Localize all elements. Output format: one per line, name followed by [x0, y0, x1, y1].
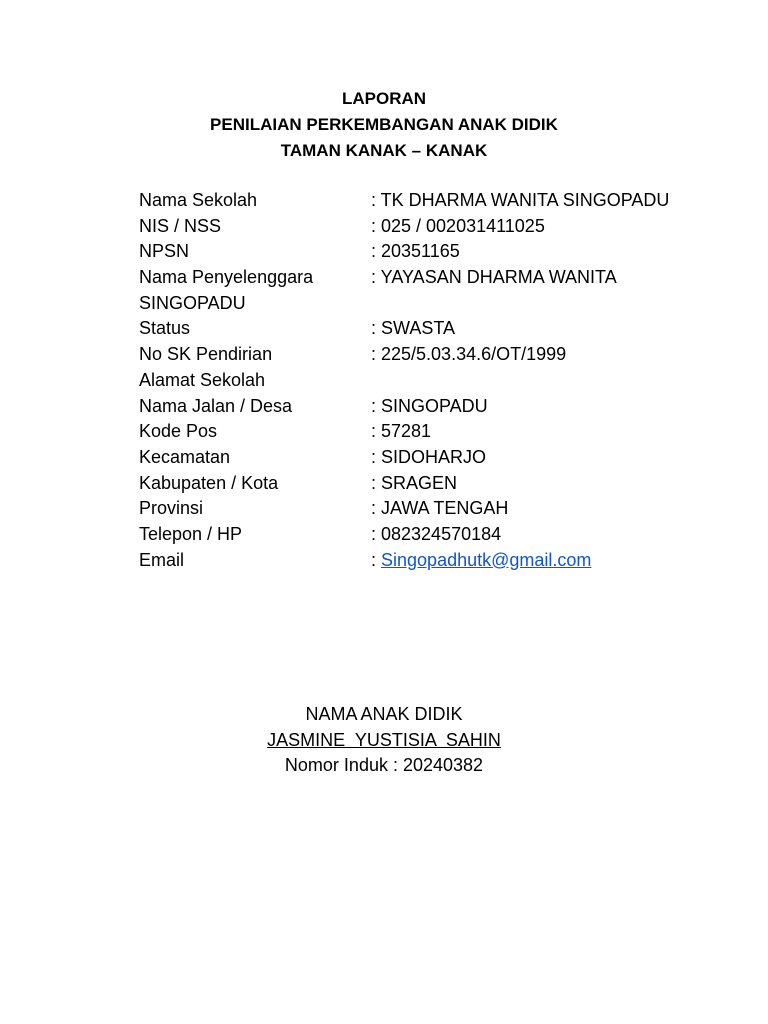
row-kecamatan — [139, 445, 739, 471]
value-penyelenggara: : YAYASAN DHARMA WANITA — [371, 267, 617, 288]
value-jalan-desa: : SINGOPADU — [371, 395, 488, 416]
school-info — [139, 188, 739, 573]
report-heading — [0, 86, 768, 164]
heading-line-taman-kanak: TAMAN KANAK – KANAK — [280, 141, 488, 160]
row-penyelenggara-continuation — [139, 291, 739, 317]
row-status — [139, 316, 739, 342]
heading-line-penilaian: PENILAIAN PERKEMBANGAN ANAK DIDIK — [210, 115, 558, 134]
value-nis-nss: : 025 / 002031411025 — [371, 215, 545, 236]
value-sk-pendirian: : 225/5.03.34.6/OT/1999 — [371, 344, 567, 365]
row-penyelenggara — [139, 265, 739, 291]
row-telepon — [139, 522, 739, 548]
student-nomor-induk: Nomor Induk : 20240382 — [284, 755, 484, 776]
value-penyelenggara-continuation: SINGOPADU — [139, 292, 246, 313]
row-kabupaten — [139, 471, 739, 497]
label-nama-sekolah: Nama Sekolah — [139, 190, 258, 210]
value-kode-pos: : 57281 — [371, 421, 432, 442]
student-name: JASMINE YUSTISIA SAHIN — [267, 729, 501, 750]
value-nama-sekolah: : TK DHARMA WANITA SINGOPADU — [371, 190, 670, 210]
row-nis-nss — [139, 214, 739, 240]
label-sk-pendirian: No SK Pendirian — [139, 344, 273, 365]
label-telepon: Telepon / HP — [139, 523, 243, 544]
row-email — [139, 548, 739, 574]
value-email-wrapper — [371, 548, 591, 574]
label-provinsi: Provinsi — [139, 498, 204, 519]
row-sk-pendirian — [139, 342, 739, 368]
heading-line-laporan: LAPORAN — [341, 89, 427, 108]
label-nis-nss: NIS / NSS — [139, 215, 222, 236]
label-status: Status — [139, 318, 191, 339]
student-title: NAMA ANAK DIDIK — [305, 704, 463, 724]
student-section — [0, 702, 768, 779]
row-nama-sekolah — [139, 188, 739, 214]
email-colon: : — [371, 549, 382, 570]
value-kabupaten: : SRAGEN — [371, 472, 458, 493]
value-provinsi: : JAWA TENGAH — [371, 498, 509, 519]
label-npsn: NPSN — [139, 241, 190, 262]
student-name-line — [0, 728, 768, 754]
label-kecamatan: Kecamatan — [139, 446, 231, 467]
label-penyelenggara: Nama Penyelenggara — [139, 267, 314, 288]
value-kecamatan: : SIDOHARJO — [371, 446, 487, 467]
row-kode-pos — [139, 419, 739, 445]
value-status: : SWASTA — [371, 318, 456, 339]
row-npsn — [139, 239, 739, 265]
value-npsn: : 20351165 — [371, 241, 460, 262]
row-jalan-desa — [139, 394, 739, 420]
label-jalan-desa: Nama Jalan / Desa — [139, 395, 293, 416]
row-provinsi — [139, 496, 739, 522]
value-telepon: : 082324570184 — [371, 523, 502, 544]
label-alamat: Alamat Sekolah — [139, 369, 266, 390]
label-email: Email — [139, 549, 185, 570]
label-kode-pos: Kode Pos — [139, 421, 218, 442]
label-kabupaten: Kabupaten / Kota — [139, 472, 279, 493]
email-link[interactable]: Singopadhutk@gmail.com — [381, 549, 592, 570]
row-alamat — [139, 368, 739, 394]
